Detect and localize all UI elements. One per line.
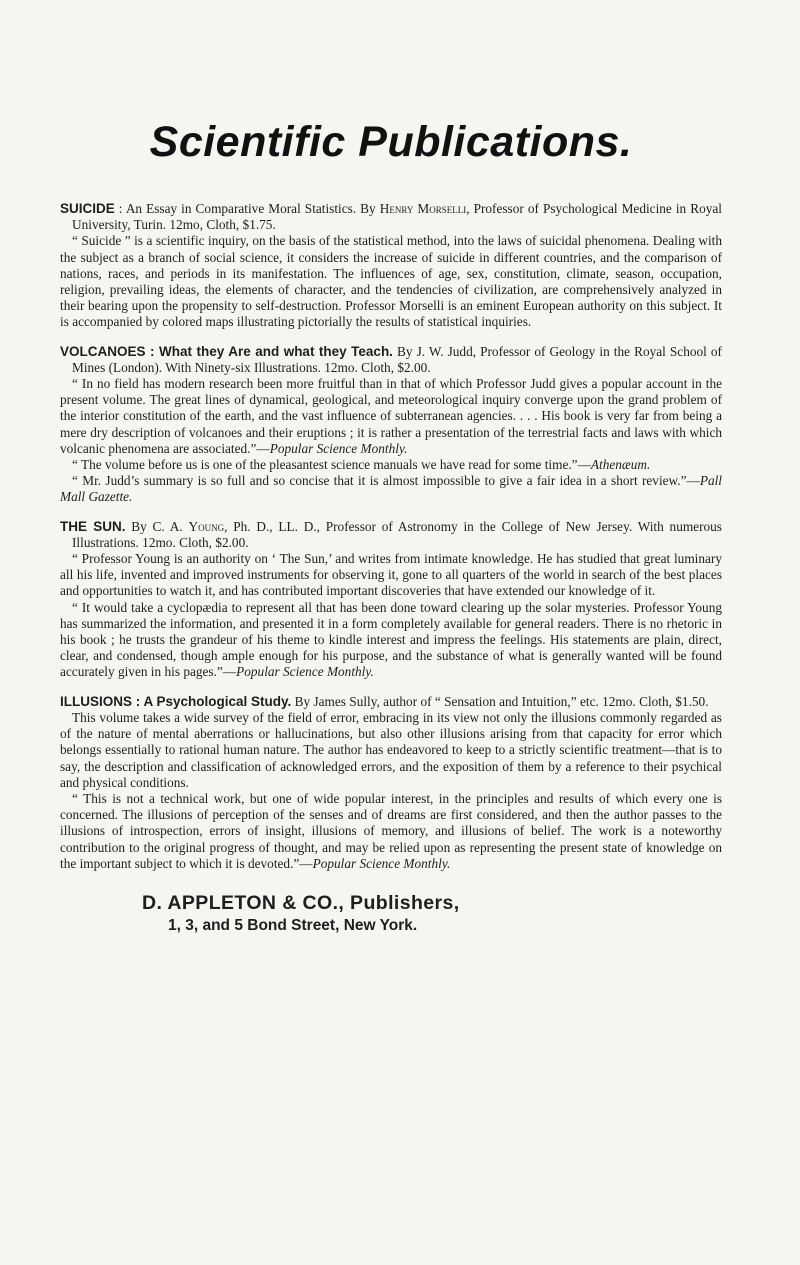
review-source: Athenæum.	[590, 457, 651, 473]
entry-paragraph: This volume takes a wide survey of the field of error, embracing in its view not only the illusions commonly regarded as of the nature of mental aberrations or hallucinations, but also other illusions arising from that capacity for error which belongs essentially to rational human nature. The author has endeavored to keep to a strictly scientific treatment—that is to say, the description and classification of acknowledged errors, and the exposition of them by a reference to their psychical and physical conditions.	[60, 709, 722, 790]
entry-subtitle: By C. A.	[131, 518, 189, 534]
review-source: Popular Science Monthly.	[312, 855, 451, 871]
entry-heading: ILLUSIONS	[60, 693, 133, 709]
entry-volcanoes	[60, 344, 722, 506]
entry-illusions	[60, 694, 722, 872]
page-title: Scientific Publications.	[149, 118, 633, 166]
entry-list	[60, 201, 722, 872]
entry-heading-line: VOLCANOES : What they Are and what they Teach. By J. W. Judd, Professor of Geology in the Royal School of Mines (London). With Ninety-six Illustrations. 12mo. Cloth, $2.00.	[60, 343, 722, 375]
publisher-name: D. APPLETON & CO., Publishers,	[142, 891, 460, 914]
entry-suicide	[60, 201, 722, 331]
entry-subtitle: An Essay in Comparative Moral Statistics. By	[125, 201, 380, 216]
entry-heading: VOLCANOES	[60, 343, 146, 359]
entry-paragraph: “ Suicide ” is a scientific inquiry, on the basis of the statistical method, into the laws of suicidal phenomena. Dealing with the subject as a branch of social science, it considers the increase of suicide in different countries, and the comparison of nations, races, and periods in its manifestation. The influences of age, sex, constitution, climate, season, occupation, religion, prevailing ideas, the elements of character, and the tendencies of civilization, are comprehensively analyzed in their bearing upon the propensity to self-destruction. Professor Morselli is an eminent European authority on this subject. It is accompanied by colored maps illustrating pictorially the results of statistical inquiries.	[60, 233, 722, 330]
publisher-footer	[60, 892, 722, 935]
entry-subtitle: What they Are and what they Teach.	[158, 343, 393, 359]
review-source: Popular Science Monthly.	[269, 440, 408, 456]
entry-heading-line: ILLUSIONS : A Psychological Study. By James Sully, author of “ Sensation and Intuition,” etc. 12mo. Cloth, $1.50.	[60, 693, 709, 709]
entry-paragraph: “ The volume before us is one of the pleasantest science manuals we have read for some time.”—Athenæum.	[72, 457, 651, 473]
entry-paragraph: “ Professor Young is an authority on ‘ The Sun,’ and writes from intimate knowledge. He has studied that great luminary all his life, invented and improved instruments for observing it, gone to all quarters of the world in search of the best places and opportunities to watch it, and has contributed important discoveries that have extended our knowledge of it.	[60, 551, 722, 599]
publisher-address: 1, 3, and 5 Bond Street, New York.	[168, 916, 418, 934]
review-source: Popular Science Monthly.	[236, 664, 374, 680]
entry-details: , Professor of Psychological Medicine in Royal University, Turin. 12mo, Cloth, $1.75.	[72, 201, 722, 233]
entry-paragraph: “ Mr. Judd’s summary is so full and so concise that it is almost impossible to give a fair idea in a short review.”—Pall Mall Gazette.	[60, 473, 722, 505]
entry-author: Henry Morselli	[379, 201, 467, 216]
entry-heading-line	[60, 519, 722, 551]
entry-details: By James Sully, author of “ Sensation and Intuition,” etc. 12mo. Cloth, $1.50.	[291, 693, 709, 709]
entry-heading: THE SUN.	[60, 518, 126, 534]
review-source: Pall Mall Gazette.	[60, 473, 722, 505]
entry-details: By J. W. Judd, Professor of Geology in the Royal School of Mines (London). With Ninety-six Illustrations. 12mo. Cloth, $2.00.	[72, 343, 722, 375]
entry-details: , Ph. D., LL. D., Professor of Astronomy in the College of New Jersey. With numerous Illustrations. 12mo. Cloth, $2.00.	[72, 518, 722, 550]
entry-paragraph: “ In no field has modern research been more fruitful than in that of which Professor Judd gives a popular account in the present volume. The great lines of dynamical, geological, and meteorological inquiry converge upon the grand problem of the interior constitution of the earth, and the vast influence of subterranean agencies. . . . His book is very far from being a mere dry description of volcanoes and their eruptions ; it is rather a presentation of the terrestrial facts and laws with which volcanic phenomena are associated.”—Popular Science Monthly.	[60, 376, 722, 456]
entry-paragraph: “ It would take a cyclopædia to represent all that has been done toward clearing up the solar mysteries. Professor Young has summarized the information, and presented it in a form completely available for general readers. There is no rhetoric in his book ; he trusts the grandeur of his theme to kindle interest and impress the feelings. His statements are plain, direct, clear, and condensed, though ample enough for his purpose, and the substance of what is generally wanted will be found accurately given in his pages.”—Popular Science Monthly.	[60, 599, 722, 680]
entry-subtitle: A Psychological Study.	[143, 693, 292, 709]
entry-author: Young	[188, 518, 225, 534]
entry-paragraph: “ This is not a technical work, but one of wide popular interest, in the principles and results of which every one is concerned. The illusions of perception of the senses and of dreams are first considered, and then the author passes to the illusions of introspection, errors of insight, illusions of memory, and illusions of belief. The work is a noteworthy contribution to the original progress of thought, and may be relied upon as representing the present state of knowledge on the important subject to which it is devoted.”—Popular Science Monthly.	[60, 790, 722, 871]
entry-heading-line: SUICIDE : An Essay in Comparative Moral Statistics. By Henry Morselli, Professor of Psychological Medicine in Royal University, Turin. 12mo, Cloth, $1.75.	[60, 201, 722, 233]
entry-the-sun	[60, 519, 722, 681]
entry-heading: SUICIDE	[60, 201, 115, 216]
